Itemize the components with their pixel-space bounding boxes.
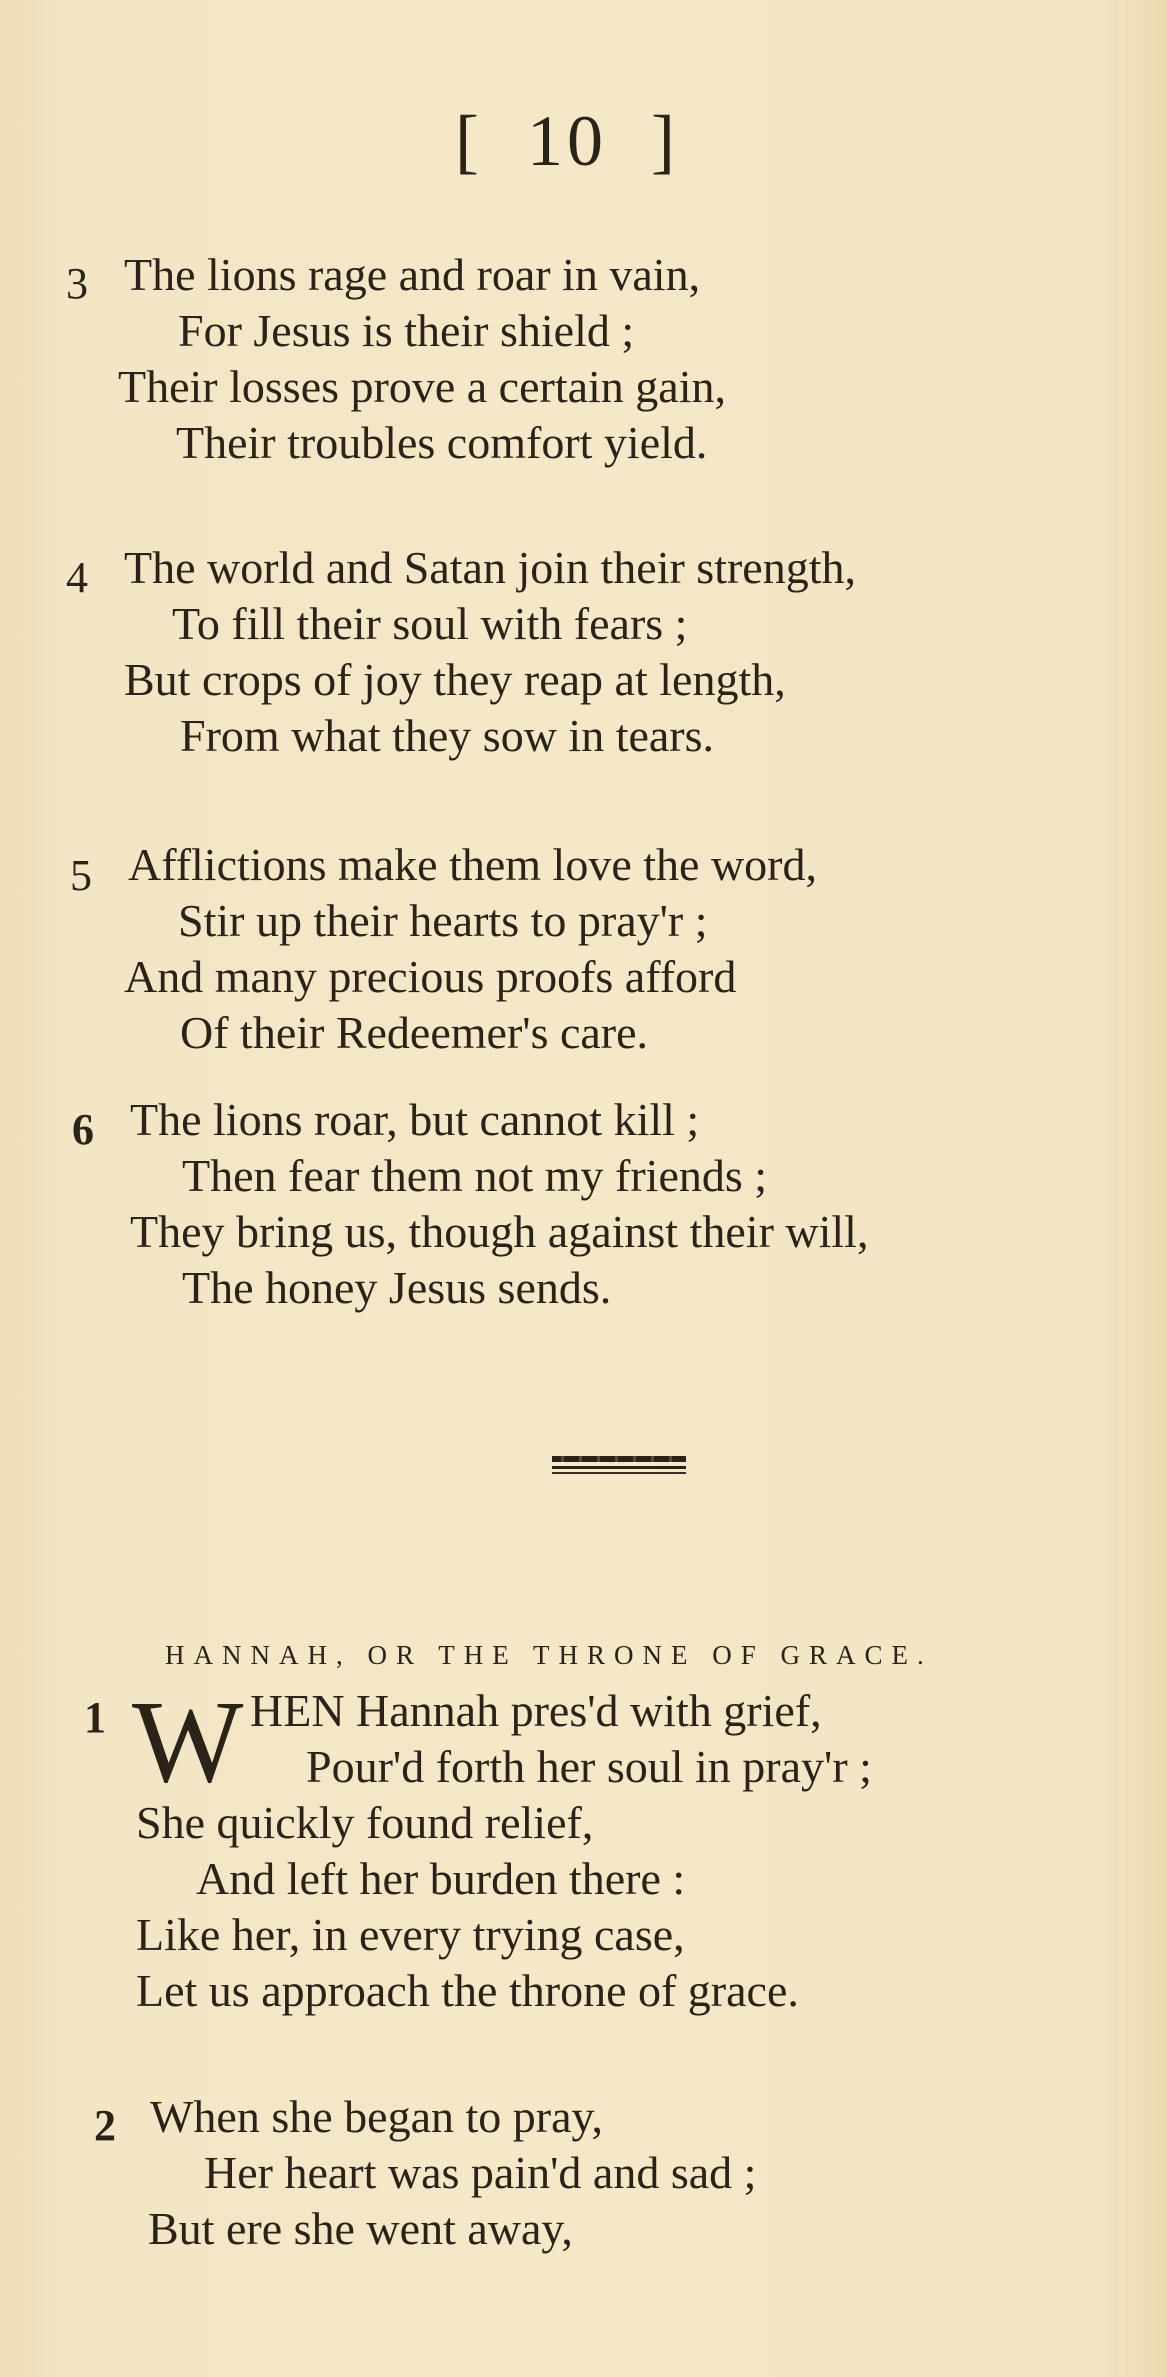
verse-line: The world and Satan join their strength, <box>124 542 857 593</box>
page-number: 10 <box>526 101 607 181</box>
verse-line: Let us approach the throne of grace. <box>136 1965 799 2016</box>
verse-line: Of their Redeemer's care. <box>180 1007 649 1058</box>
verse-line: Their losses prove a certain gain, <box>118 361 726 412</box>
verse-line: To fill their soul with fears ; <box>172 598 688 649</box>
verse-line: When she began to pray, <box>150 2091 604 2142</box>
verse-line: For Jesus is their shield ; <box>178 305 635 356</box>
stanza-number: 3 <box>66 259 88 308</box>
verse-line: Stir up their hearts to pray'r ; <box>178 895 708 946</box>
hymn-title: HANNAH, OR THE THRONE OF GRACE. <box>165 1640 933 1670</box>
verse-line: They bring us, though against their will, <box>130 1206 869 1257</box>
verse-line: Pour'd forth her soul in pray'r ; <box>306 1741 872 1792</box>
verse-line: But ere she went away, <box>148 2203 573 2254</box>
stanza-number: 5 <box>70 851 92 900</box>
verse-line: The lions roar, but cannot kill ; <box>130 1094 700 1145</box>
ornament-middle-rule <box>552 1466 686 1469</box>
verse-line: Her heart was pain'd and sad ; <box>204 2147 757 2198</box>
ornament-divider <box>552 1456 686 1474</box>
stanza-number: 6 <box>72 1105 94 1154</box>
verse-line: HEN Hannah pres'd with grief, <box>250 1685 822 1736</box>
verse-line: But crops of joy they reap at length, <box>124 654 786 705</box>
stanza-number: 1 <box>84 1693 106 1742</box>
verse-line: And left her burden there : <box>196 1853 686 1904</box>
verse-line: Afflictions make them love the word, <box>128 839 817 890</box>
verse-line: The lions rage and roar in vain, <box>124 249 701 300</box>
ornament-bottom-rule <box>552 1472 686 1474</box>
open-bracket: [ <box>455 101 483 181</box>
verse-line: She quickly found relief, <box>136 1797 594 1848</box>
verse-line: Like her, in every trying case, <box>136 1909 685 1960</box>
verse-line: Then fear them not my friends ; <box>182 1150 768 1201</box>
page-header <box>455 100 679 183</box>
ornament-top-bar <box>552 1456 686 1462</box>
stanza-number: 4 <box>66 553 88 602</box>
verse-line: Their troubles comfort yield. <box>176 417 708 468</box>
drop-cap: W <box>132 1676 244 1807</box>
verse-line: From what they sow in tears. <box>180 710 715 761</box>
close-bracket: ] <box>650 101 679 181</box>
stanza-number: 2 <box>94 2101 116 2150</box>
verse-line: And many precious proofs afford <box>124 951 737 1002</box>
verse-line: The honey Jesus sends. <box>182 1262 612 1313</box>
